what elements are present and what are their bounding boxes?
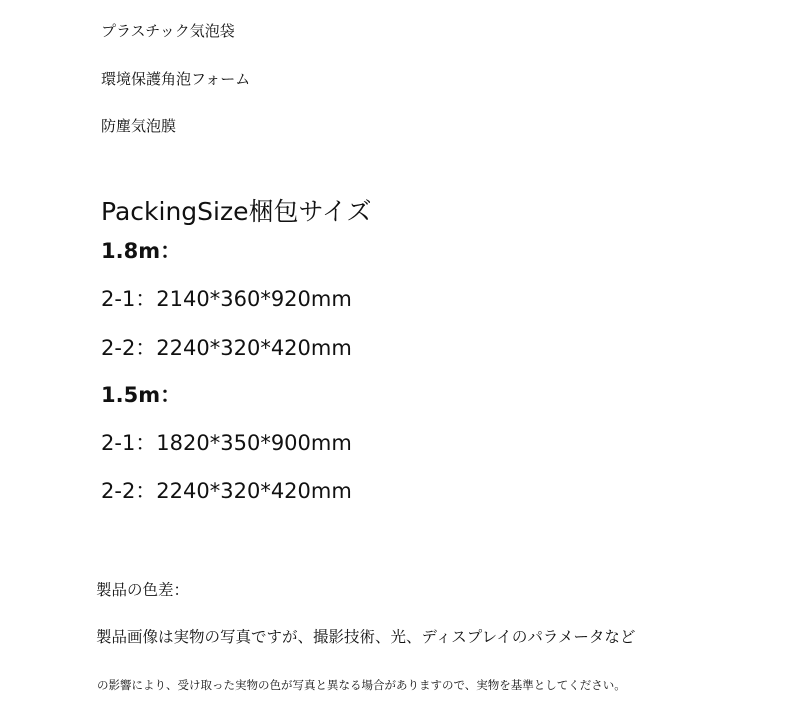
material-item-foam-corner: 環境保護角泡フォーム	[101, 70, 251, 88]
size-row-1-8m-2-2: 2-2：2240*320*420mm	[101, 336, 352, 360]
size-group-label-1-5m: 1.5m：	[101, 383, 182, 407]
size-group-label-1-8m: 1.8m：	[101, 239, 182, 263]
color-note-line-1: 製品画像は実物の写真ですが、撮影技術、光、ディスプレイのパラメータなど	[96, 628, 636, 646]
color-note-line-2: の影響により、受け取った実物の色が写真と異なる場合がありますので、実物を基準としてください。	[97, 678, 626, 692]
color-note-heading: 製品の色差：	[96, 581, 190, 599]
size-row-1-5m-2-2: 2-2：2240*320*420mm	[101, 479, 352, 503]
size-row-1-8m-2-1: 2-1：2140*360*920mm	[101, 287, 352, 311]
material-item-bubble-film: 防塵気泡膜	[101, 117, 177, 135]
packing-size-title: PackingSize梱包サイズ	[101, 197, 372, 226]
material-item-bubble-bag: プラスチック気泡袋	[101, 22, 235, 40]
size-row-1-5m-2-1: 2-1：1820*350*900mm	[101, 431, 352, 455]
